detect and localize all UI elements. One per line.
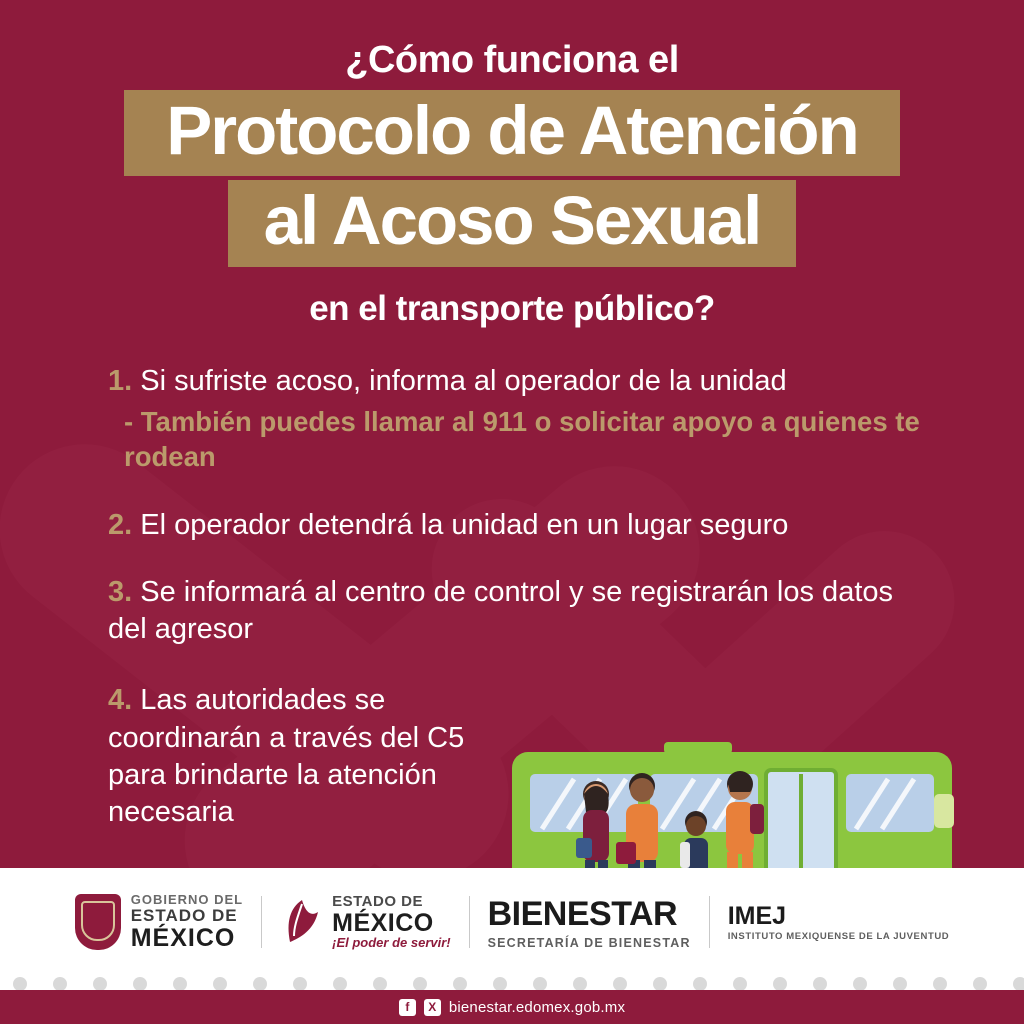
- list-item: [108, 507, 938, 544]
- step-number: 3.: [108, 576, 133, 609]
- edomex-bird-icon: [280, 898, 324, 946]
- step-subtext: - También puedes llamar al 911 o solicitar apoyo a quienes te rodean: [124, 405, 920, 473]
- facebook-icon[interactable]: f: [399, 999, 416, 1016]
- title-line-1: Protocolo de Atención: [124, 90, 899, 176]
- logo-line-3: MÉXICO: [130, 923, 236, 952]
- imej-logo: [710, 902, 968, 943]
- logo-line-2: INSTITUTO MEXIQUENSE DE LA JUVENTUD: [727, 930, 950, 942]
- list-item: [108, 574, 938, 648]
- logo-line-2: SECRETARÍA DE BIENESTAR: [487, 935, 691, 950]
- logo-line-1: ESTADO DE: [332, 893, 424, 911]
- footer: [0, 868, 1024, 1024]
- estado-de-mexico-logo: [262, 894, 468, 950]
- logo-line-2: MÉXICO: [332, 908, 434, 937]
- step-text: Se informará al centro de control y se registrarán los datos del agresor: [108, 576, 894, 646]
- bienestar-logo: [470, 895, 709, 950]
- list-item: [108, 682, 938, 830]
- x-twitter-icon[interactable]: X: [424, 999, 441, 1016]
- step-text: El operador detendrá la unidad en un lugar seguro: [140, 509, 789, 542]
- coat-of-arms-icon: [75, 894, 121, 950]
- steps-list: [108, 363, 938, 831]
- decorative-pattern-strip: [0, 970, 1024, 992]
- page-title: [0, 90, 1024, 267]
- list-item: [108, 363, 938, 476]
- gobierno-estado-de-mexico-logo: [57, 893, 261, 951]
- logo-tagline: ¡El poder de servir!: [332, 935, 451, 951]
- step-text: Las autoridades se coordinarán a través del C5 para brindarte la atención necesaria: [108, 684, 465, 828]
- logo-line-2: ESTADO DE: [130, 905, 238, 925]
- logo-line-1: IMEJ: [727, 901, 787, 930]
- social-bar: [0, 990, 1024, 1024]
- logo-line-1: BIENESTAR: [487, 894, 678, 933]
- step-number: 1.: [108, 364, 133, 397]
- logo-row: [0, 868, 1024, 970]
- logo-line-1: GOBIERNO DEL: [130, 892, 244, 908]
- step-text: Si sufriste acoso, informa al operador de la unidad: [140, 364, 787, 397]
- kicker-text: ¿Cómo funciona el: [345, 39, 679, 81]
- step-number: 4.: [108, 684, 133, 717]
- website-url[interactable]: bienestar.edomex.gob.mx: [448, 998, 626, 1016]
- step-number: 2.: [108, 509, 133, 542]
- subtitle-text: en el transporte público?: [309, 288, 715, 328]
- title-line-2: al Acoso Sexual: [228, 180, 797, 266]
